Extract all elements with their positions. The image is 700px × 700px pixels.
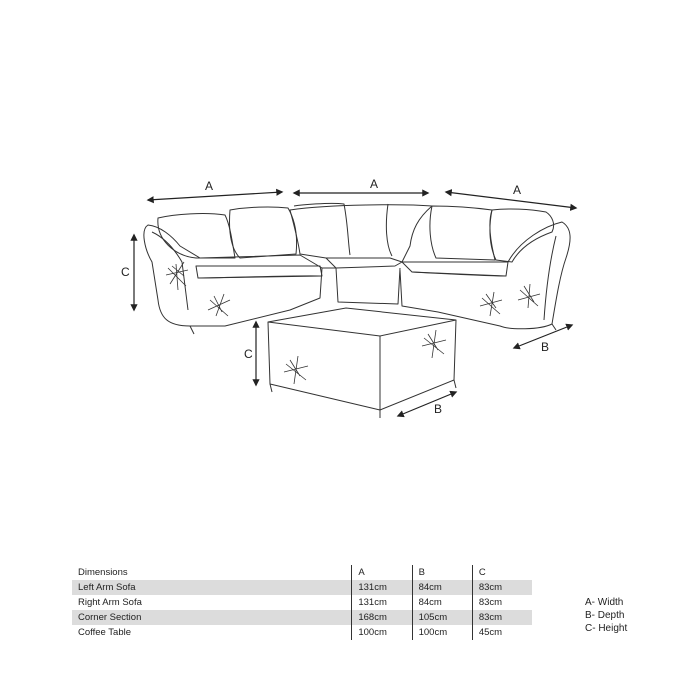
table-row	[72, 580, 532, 595]
table-row	[72, 610, 532, 625]
row-width: 100cm	[352, 625, 412, 640]
coffee-table-outline	[268, 308, 456, 418]
table-depth-arrow	[398, 392, 456, 416]
row-depth: 100cm	[412, 625, 472, 640]
row-name: Right Arm Sofa	[78, 597, 142, 608]
table-depth-label: B	[434, 402, 443, 416]
row-height: 45cm	[472, 625, 532, 640]
table-header-row	[72, 565, 532, 580]
row-height: 83cm	[472, 580, 532, 595]
sofa-depth-label: B	[541, 340, 550, 354]
dimension-arrows	[134, 192, 576, 416]
table-row	[72, 625, 532, 640]
legend-height: C- Height	[585, 623, 628, 634]
header-b: B	[412, 565, 472, 580]
corner-width-label: A	[370, 177, 379, 191]
left-sofa-width-label: A	[205, 179, 214, 193]
table-height-label: C	[244, 347, 253, 361]
table-row	[72, 595, 532, 610]
row-height: 83cm	[472, 610, 532, 625]
coffee-table-texture	[284, 330, 446, 384]
dimension-letters	[121, 177, 549, 416]
dimensions-table	[72, 565, 532, 640]
legend-depth: B- Depth	[585, 610, 625, 621]
row-width: 131cm	[352, 580, 412, 595]
header-c: C	[472, 565, 532, 580]
row-depth: 105cm	[412, 610, 472, 625]
row-depth: 84cm	[412, 580, 472, 595]
legend-width: A- Width	[585, 597, 624, 608]
right-sofa-width-label: A	[513, 183, 522, 197]
row-depth: 84cm	[412, 595, 472, 610]
sofa-outline	[144, 203, 570, 334]
dimension-legend	[585, 596, 627, 635]
row-name: Coffee Table	[78, 627, 131, 638]
row-name: Corner Section	[72, 610, 352, 625]
right-sofa-width-arrow	[446, 192, 576, 208]
wicker-texture	[166, 262, 540, 316]
header-dimensions: Dimensions	[78, 567, 128, 578]
row-height: 83cm	[472, 595, 532, 610]
row-name: Left Arm Sofa	[72, 580, 352, 595]
sofa-height-label: C	[121, 265, 130, 279]
row-width: 168cm	[352, 610, 412, 625]
header-a: A	[352, 565, 412, 580]
row-width: 131cm	[352, 595, 412, 610]
left-sofa-width-arrow	[148, 192, 282, 200]
